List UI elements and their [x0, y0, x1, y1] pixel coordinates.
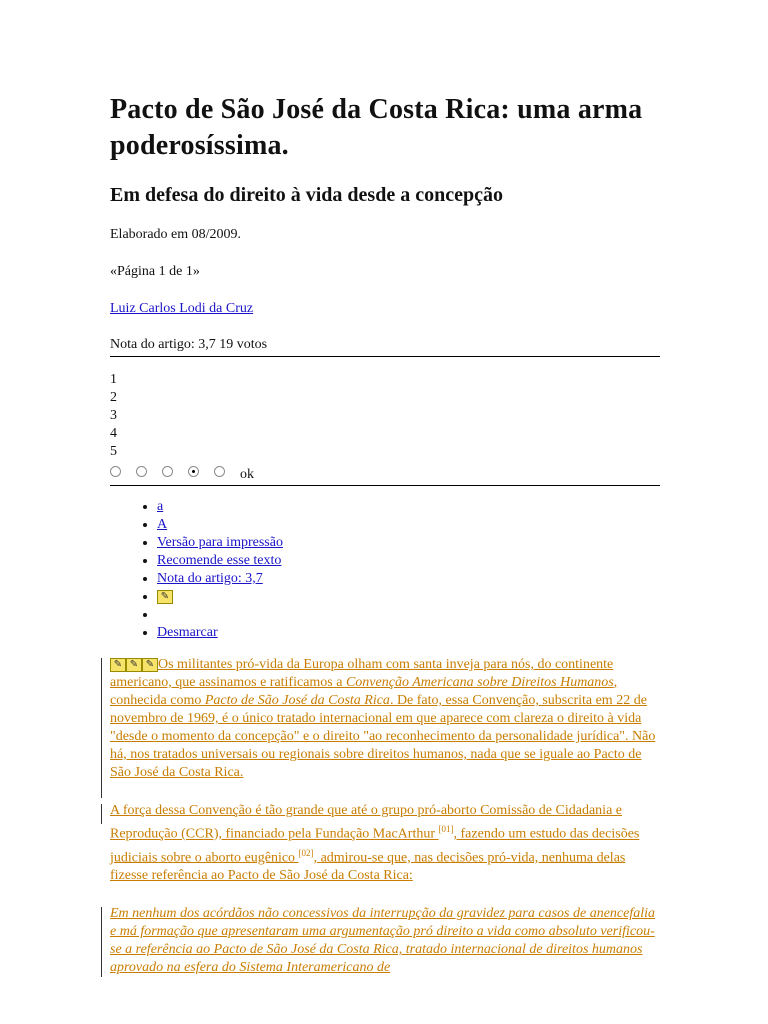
highlighter-icon[interactable]: ✎ [157, 590, 173, 604]
rating-radio-5[interactable] [214, 466, 225, 477]
tool-item [157, 570, 660, 588]
tool-item [157, 498, 660, 516]
highlighted-paragraph-3 [110, 905, 660, 977]
tool-item [157, 516, 660, 534]
author-link[interactable]: Luiz Carlos Lodi da Cruz [110, 301, 254, 316]
tool-item [157, 624, 660, 642]
highlighter-icon[interactable]: ✎ [110, 658, 126, 672]
paragraph-text-italic: Em nenhum dos acórdãos não concessivos da interrupção da gravidez para casos de anencefalia e má formação que apresentaram uma argumentação pró direito a vida como absoluto verificou-se a referência ao Pacto de São José da Costa Rica, tratado internacional de direitos humanos aprovado na esfera do Sistema Interamericano de [110, 906, 656, 976]
print-version-link[interactable]: Versão para impressão [157, 535, 283, 550]
paragraph-text: Os militantes pró-vida da Europa olham com santa inveja para nós, do continente americano, que assinamos e ratificamos a [110, 657, 614, 690]
tool-item [157, 606, 660, 624]
rating-radio-3[interactable] [162, 466, 173, 477]
rating-number-4: 4 [110, 426, 117, 441]
rating-radio-4[interactable] [188, 466, 199, 477]
page-title: Pacto de São José da Costa Rica: uma arma poderosíssima. [110, 94, 643, 161]
rating-summary: Nota do artigo: 3,7 19 votos [110, 336, 660, 357]
tool-item [157, 588, 660, 606]
highlight-bar [101, 658, 102, 798]
rating-form [110, 357, 660, 486]
highlighted-paragraph-1 [110, 656, 660, 782]
tool-item [157, 534, 660, 552]
paragraph-text: , admirou-se que, nas decisões pró-vida, nenhuma delas fizesse referência ao Pacto de São José da Costa Rica: [110, 850, 626, 884]
article-tools [110, 498, 660, 642]
rating-ok-button[interactable]: ok [240, 467, 254, 482]
highlighter-icon[interactable]: ✎ [142, 658, 158, 672]
highlighter-icon[interactable]: ✎ [126, 658, 142, 672]
rating-number-3: 3 [110, 408, 117, 423]
paragraph-text-italic: Pacto de São José da Costa Rica [204, 693, 390, 708]
rating-radio-2[interactable] [136, 466, 147, 477]
recommend-link[interactable]: Recomende esse texto [157, 553, 282, 568]
font-smaller-link[interactable]: a [157, 499, 164, 514]
rating-number-1: 1 [110, 372, 117, 387]
highlight-bar [101, 907, 102, 977]
paragraph-text: A força dessa Convenção é tão grande que até o grupo pró-aborto Comissão de Cidadania e Reprodução (CCR), financiado pela Fundação MacArthur [110, 803, 622, 842]
rating-number-2: 2 [110, 390, 117, 405]
paragraph-text: , fazendo um estudo das decisões judiciais sobre o aborto eugênico [110, 826, 640, 866]
unmark-link[interactable]: Desmarcar [157, 625, 218, 640]
highlight-bar [101, 804, 102, 824]
elaboration-date: Elaborado em 08/2009. [110, 227, 242, 242]
footnote-ref[interactable]: [01] [438, 824, 454, 834]
font-larger-link[interactable]: A [157, 517, 168, 532]
rating-number-5: 5 [110, 444, 117, 459]
paragraph-text-italic: Convenção Americana sobre Direitos Humanos [345, 675, 614, 690]
tool-item [157, 552, 660, 570]
rating-link[interactable]: Nota do artigo: 3,7 [157, 571, 263, 586]
pagination: «Página 1 de 1» [110, 264, 200, 279]
highlighted-paragraph-2 [110, 802, 660, 885]
footnote-ref[interactable]: [02] [298, 847, 314, 858]
rating-radio-1[interactable] [110, 466, 121, 477]
article [110, 92, 660, 977]
page-subtitle: Em defesa do direito à vida desde a concepção [110, 184, 503, 206]
paragraph-text: . De fato, essa Convenção, subscrita em 22 de novembro de 1969, é o único tratado internacional em que aparece com clareza o direito à vida "desde o momento da concepção" e o direito "ao reconhecimento da personalidade jurídica". Não há, nos tratados universais ou regionais sobre direitos humanos, nada que se iguale ao Pacto de São José da Costa Rica. [110, 693, 656, 780]
paragraph-text: , conhecida como [110, 675, 618, 708]
rating-radio-group [110, 463, 660, 483]
